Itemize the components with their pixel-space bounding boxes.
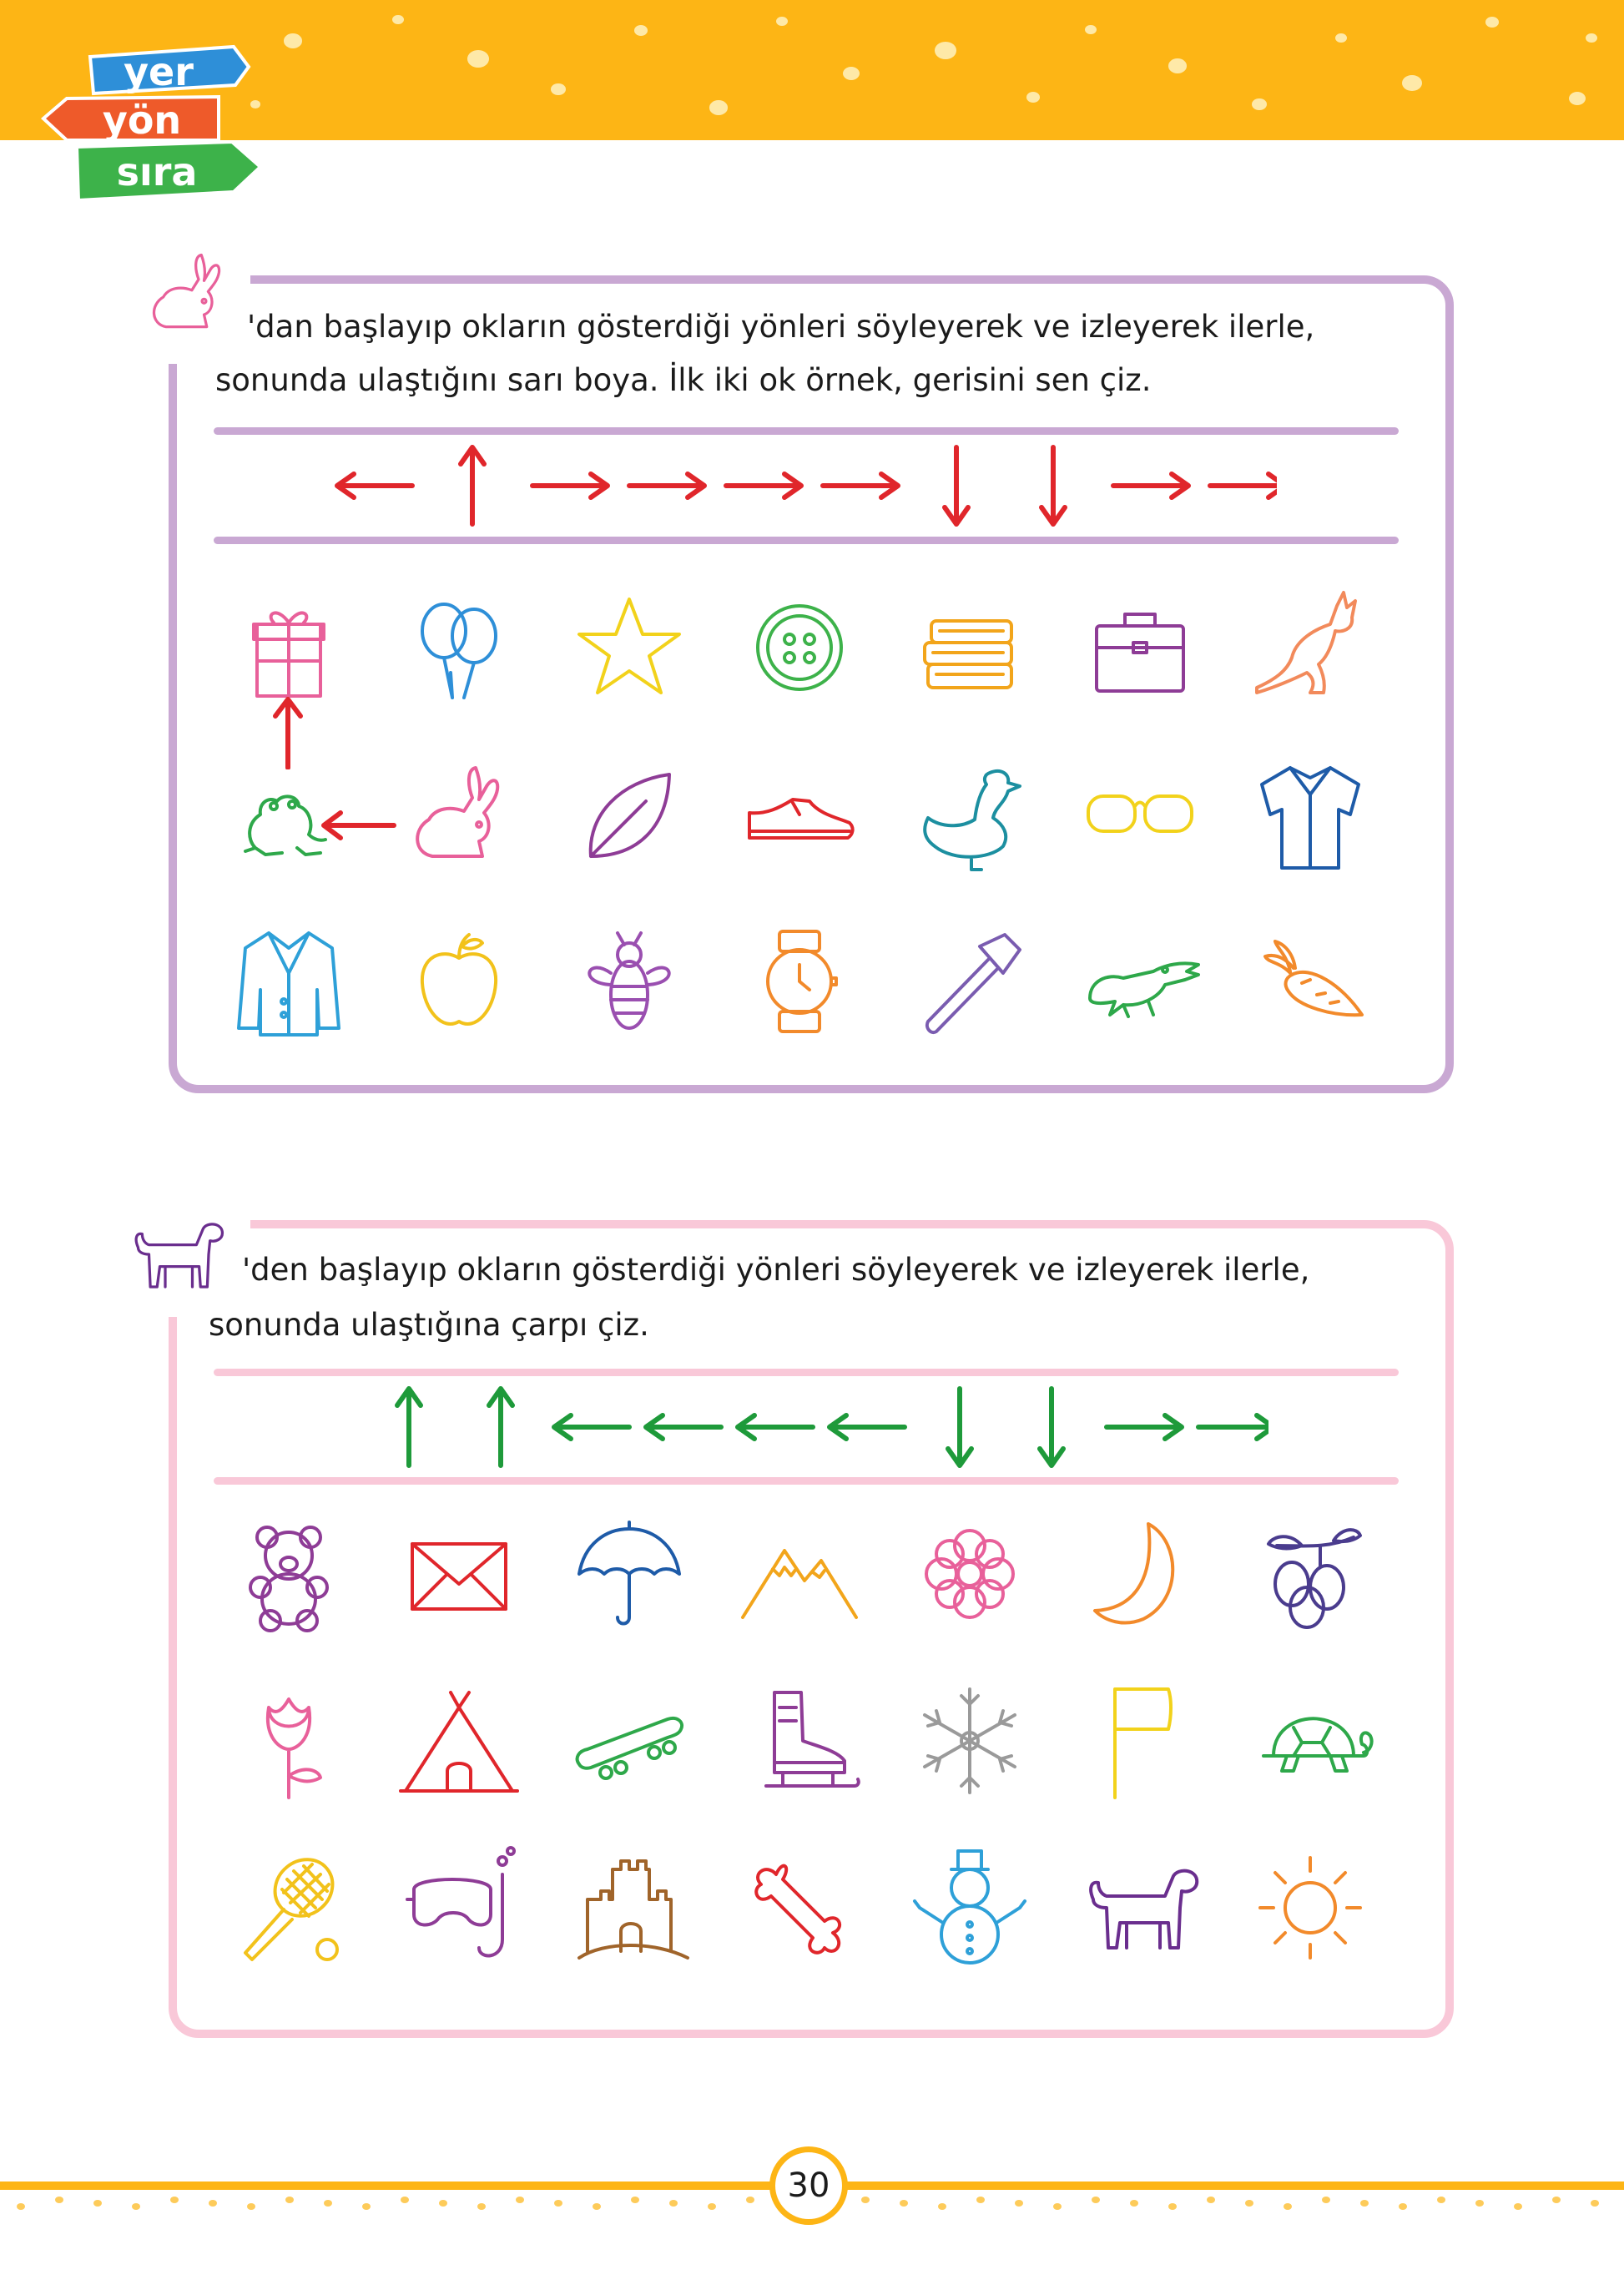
logo-sign-3 bbox=[77, 142, 260, 200]
grid-cell[interactable] bbox=[222, 1507, 356, 1641]
footer-dot bbox=[1514, 2203, 1522, 2210]
banner-dot bbox=[709, 100, 728, 115]
carrot-icon bbox=[1243, 915, 1377, 1048]
banner-dot bbox=[284, 33, 302, 48]
footer-dot bbox=[1130, 2200, 1138, 2207]
activity-2-arrow-sequence bbox=[367, 1377, 1268, 1477]
footer-dot bbox=[477, 2203, 486, 2210]
logo-word-2: yön bbox=[102, 98, 182, 143]
activity-1-arrow-sequence bbox=[334, 436, 1277, 536]
logo-word-1: yer bbox=[124, 49, 194, 94]
rabbit-icon bbox=[392, 748, 526, 881]
banner-dot bbox=[467, 50, 489, 68]
banner-dot bbox=[1026, 92, 1040, 103]
footer-dot bbox=[55, 2197, 63, 2203]
footer-dot bbox=[324, 2200, 332, 2207]
footer-dot bbox=[209, 2200, 217, 2207]
snowflake-icon bbox=[903, 1674, 1036, 1808]
arrow-left bbox=[337, 474, 412, 497]
arrow-right bbox=[1113, 474, 1188, 497]
grid-cell[interactable] bbox=[903, 1841, 1036, 1975]
grid-cell[interactable] bbox=[392, 1674, 526, 1808]
banner-dot bbox=[1586, 33, 1597, 43]
footer-dot bbox=[439, 2200, 447, 2207]
grid-cell[interactable] bbox=[562, 915, 696, 1048]
footer-dot bbox=[669, 2200, 678, 2207]
dog-icon bbox=[1073, 1841, 1207, 1975]
balloons-icon bbox=[392, 581, 526, 714]
activity-2-instruction-line-1: 'den başlayıp okların gösterdiği yönleri söyleyerek ve izleyerek ilerle, bbox=[242, 1252, 1310, 1288]
grid-cell[interactable] bbox=[1073, 1674, 1207, 1808]
umbrella-icon bbox=[562, 1507, 696, 1641]
flower-icon bbox=[903, 1507, 1036, 1641]
grid-cell[interactable] bbox=[562, 1507, 696, 1641]
rose-icon bbox=[222, 1674, 356, 1808]
logo-sign-1 bbox=[90, 47, 249, 94]
example-arrow-left bbox=[317, 805, 401, 846]
footer-dot bbox=[401, 2197, 409, 2203]
grid-cell[interactable] bbox=[903, 1507, 1036, 1641]
grid-cell[interactable] bbox=[392, 1841, 526, 1975]
arrow-right bbox=[1198, 1415, 1268, 1439]
dog-icon bbox=[113, 1200, 239, 1309]
footer-dot bbox=[1552, 2197, 1561, 2203]
arrow-right bbox=[1210, 474, 1277, 497]
footer-dot bbox=[516, 2197, 524, 2203]
footer-dot bbox=[247, 2203, 255, 2210]
banner-dot bbox=[392, 15, 404, 24]
banner-dot bbox=[1168, 58, 1187, 73]
footer-dot bbox=[746, 2197, 754, 2203]
grid-cell[interactable] bbox=[903, 1674, 1036, 1808]
arrow-right bbox=[1107, 1415, 1182, 1439]
footer-dot bbox=[1399, 2203, 1407, 2210]
kangaroo-icon bbox=[1243, 581, 1377, 714]
arrow-down bbox=[1040, 1389, 1063, 1465]
star-icon bbox=[562, 581, 696, 714]
arrow-up bbox=[397, 1389, 421, 1465]
grid-cell[interactable] bbox=[1073, 1841, 1207, 1975]
footer-dot bbox=[1207, 2197, 1215, 2203]
grid-cell[interactable] bbox=[562, 748, 696, 881]
logo bbox=[33, 42, 275, 225]
banner-dot bbox=[1085, 25, 1097, 34]
bone-icon bbox=[733, 1841, 866, 1975]
logo-word-3: sıra bbox=[116, 149, 198, 194]
footer-dot bbox=[1591, 2200, 1599, 2207]
grid-cell[interactable] bbox=[222, 1674, 356, 1808]
activity-2-start-icon bbox=[113, 1200, 239, 1309]
mountain-icon bbox=[733, 1507, 866, 1641]
arrow-right bbox=[532, 474, 608, 497]
grid-cell[interactable] bbox=[1073, 748, 1207, 881]
footer-dot bbox=[1284, 2203, 1292, 2210]
banner-dot bbox=[1569, 92, 1586, 105]
olives-icon bbox=[1243, 1507, 1377, 1641]
banner-dot bbox=[634, 25, 648, 36]
footer-dot bbox=[861, 2197, 870, 2203]
arrow-right bbox=[823, 474, 898, 497]
footer-dot bbox=[1322, 2197, 1330, 2203]
activity-2-rule-bottom bbox=[214, 1477, 1399, 1485]
grid-cell[interactable] bbox=[733, 1674, 866, 1808]
leaf-icon bbox=[562, 748, 696, 881]
footer-dot bbox=[1437, 2197, 1445, 2203]
arrow-down bbox=[1041, 447, 1065, 524]
footer-dot bbox=[170, 2197, 179, 2203]
grid-cell[interactable] bbox=[392, 581, 526, 714]
grid-cell[interactable] bbox=[392, 915, 526, 1048]
activity-1-instruction-line-2: sonunda ulaştığını sarı boya. İlk iki ok örnek, gerisini sen çiz. bbox=[215, 362, 1152, 398]
footer-dot bbox=[1475, 2200, 1484, 2207]
footer-dot bbox=[285, 2197, 294, 2203]
activity-1-start-icon bbox=[134, 239, 242, 347]
racket-icon bbox=[222, 1841, 356, 1975]
envelope-icon bbox=[392, 1507, 526, 1641]
arrow-down bbox=[948, 1389, 971, 1465]
shoe-icon bbox=[733, 748, 866, 881]
grid-cell[interactable] bbox=[562, 581, 696, 714]
footer-dot bbox=[132, 2203, 140, 2210]
grid-cell[interactable] bbox=[733, 1841, 866, 1975]
grid-cell[interactable] bbox=[392, 1507, 526, 1641]
grid-cell[interactable] bbox=[222, 915, 356, 1048]
grid-cell[interactable] bbox=[733, 581, 866, 714]
hammer-icon bbox=[903, 915, 1036, 1048]
grid-cell[interactable] bbox=[733, 915, 866, 1048]
activity-1-rule-bottom bbox=[214, 537, 1399, 544]
grid-cell[interactable] bbox=[562, 1841, 696, 1975]
arrow-left bbox=[646, 1415, 721, 1439]
flag-icon bbox=[1073, 1674, 1207, 1808]
grid-cell[interactable] bbox=[1243, 1841, 1377, 1975]
footer-dot bbox=[1245, 2200, 1253, 2207]
grid-cell[interactable] bbox=[562, 1674, 696, 1808]
glasses-icon bbox=[1073, 748, 1207, 881]
grid-cell[interactable] bbox=[1243, 915, 1377, 1048]
footer-dot bbox=[1092, 2197, 1100, 2203]
teddy-icon bbox=[222, 1507, 356, 1641]
briefcase-icon bbox=[1073, 581, 1207, 714]
banner-dot bbox=[1252, 98, 1267, 110]
banner-dot bbox=[935, 42, 956, 59]
activity-2-instruction-line-2: sonunda ulaştığına çarpı çiz. bbox=[209, 1307, 649, 1343]
button-icon bbox=[733, 581, 866, 714]
grid-cell[interactable] bbox=[392, 748, 526, 881]
grid-cell[interactable] bbox=[222, 1841, 356, 1975]
sun-icon bbox=[1243, 1841, 1377, 1975]
books-icon bbox=[903, 581, 1036, 714]
moon-icon bbox=[1073, 1507, 1207, 1641]
skateboard-icon bbox=[562, 1674, 696, 1808]
footer-dot bbox=[1360, 2200, 1369, 2207]
footer-dot bbox=[900, 2200, 908, 2207]
banner-dot bbox=[1335, 33, 1347, 43]
footer-dot bbox=[631, 2197, 639, 2203]
footer-dot bbox=[1168, 2203, 1177, 2210]
activity-1-rule-top bbox=[214, 427, 1399, 435]
jacket-icon bbox=[222, 915, 356, 1048]
arrow-left bbox=[554, 1415, 629, 1439]
grid-cell[interactable] bbox=[903, 581, 1036, 714]
arrow-up bbox=[489, 1389, 512, 1465]
grid-cell[interactable] bbox=[903, 915, 1036, 1048]
mask-icon bbox=[392, 1841, 526, 1975]
arrow-left bbox=[738, 1415, 813, 1439]
grid-cell[interactable] bbox=[903, 748, 1036, 881]
banner-dot bbox=[551, 83, 566, 95]
grid-cell[interactable] bbox=[1073, 1507, 1207, 1641]
arrow-left bbox=[830, 1415, 905, 1439]
tent-icon bbox=[392, 1674, 526, 1808]
grid-cell[interactable] bbox=[1073, 581, 1207, 714]
activity-1-instruction-line-1: 'dan başlayıp okların gösterdiği yönleri söyleyerek ve izleyerek ilerle, bbox=[247, 309, 1315, 345]
bee-icon bbox=[562, 915, 696, 1048]
activity-2-rule-top bbox=[214, 1369, 1399, 1376]
castle-icon bbox=[562, 1841, 696, 1975]
footer-dot bbox=[17, 2203, 25, 2210]
arrow-down bbox=[945, 447, 968, 524]
page-number-text: 30 bbox=[787, 2166, 830, 2205]
footer-dot bbox=[976, 2197, 985, 2203]
grid-cell[interactable] bbox=[1243, 1507, 1377, 1641]
arrow-up bbox=[461, 447, 484, 524]
example-arrow-up bbox=[267, 694, 309, 769]
footer-dot bbox=[1053, 2203, 1062, 2210]
footer-dot bbox=[938, 2203, 946, 2210]
page-number bbox=[769, 2146, 848, 2225]
snowman-icon bbox=[903, 1841, 1036, 1975]
skate-icon bbox=[733, 1674, 866, 1808]
turtle-icon bbox=[1243, 1674, 1377, 1808]
footer-dot bbox=[1015, 2200, 1023, 2207]
grid-cell[interactable] bbox=[733, 1507, 866, 1641]
grid-cell[interactable] bbox=[1243, 1674, 1377, 1808]
duck-icon bbox=[903, 748, 1036, 881]
watch-icon bbox=[733, 915, 866, 1048]
footer-dot bbox=[362, 2203, 371, 2210]
footer-dot bbox=[593, 2203, 601, 2210]
footer-dot bbox=[93, 2200, 102, 2207]
grid-cell[interactable] bbox=[733, 748, 866, 881]
apple-icon bbox=[392, 915, 526, 1048]
grid-cell[interactable] bbox=[1243, 581, 1377, 714]
banner-dot bbox=[1402, 75, 1422, 91]
arrow-right bbox=[726, 474, 801, 497]
arrow-right bbox=[629, 474, 704, 497]
footer-dot bbox=[708, 2203, 716, 2210]
crocodile-icon bbox=[1073, 915, 1207, 1048]
banner-dot bbox=[843, 67, 860, 80]
shirt-icon bbox=[1243, 748, 1377, 881]
banner-dot bbox=[776, 17, 788, 26]
logo-sign-2 bbox=[43, 97, 219, 143]
footer-dot bbox=[554, 2200, 562, 2207]
grid-cell[interactable] bbox=[1243, 748, 1377, 881]
banner-dot bbox=[1485, 17, 1499, 28]
rabbit-icon bbox=[134, 239, 242, 347]
grid-cell[interactable] bbox=[1073, 915, 1207, 1048]
